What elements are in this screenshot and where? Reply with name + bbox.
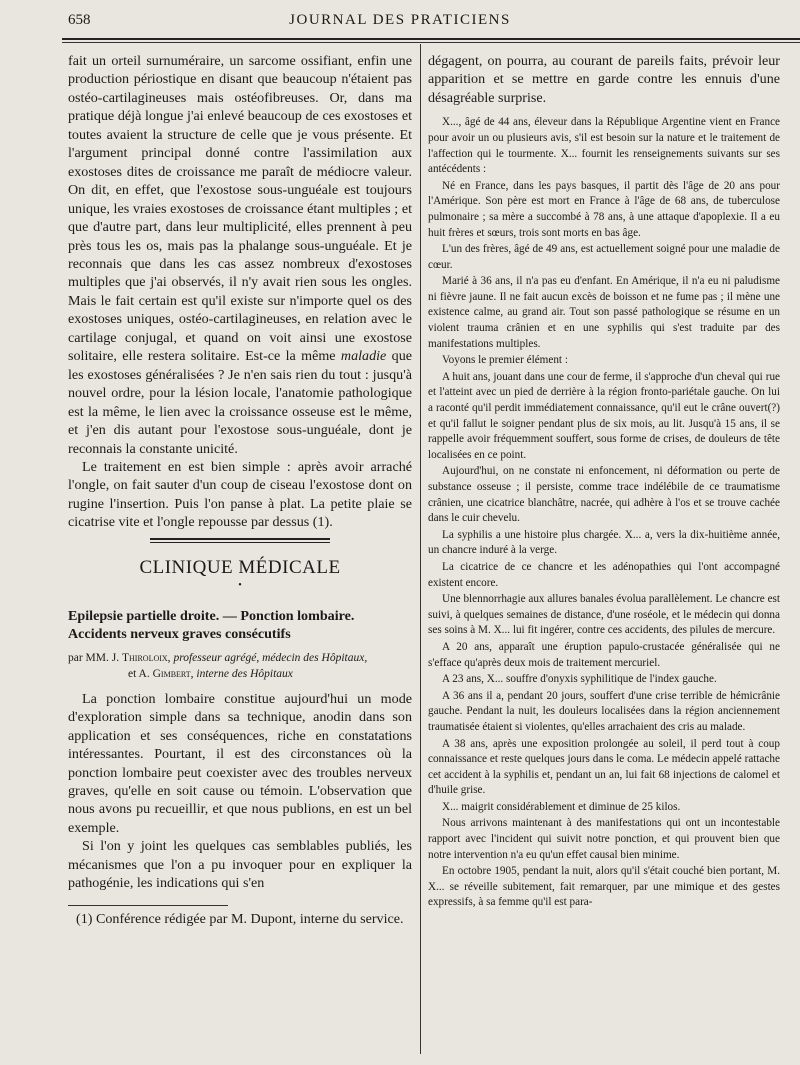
observation-paragraph: A 36 ans il a, pendant 20 jours, souffert d'une crise terrible de hémicrânie gauche. Pendant la nuit, les douleurs localisées dans la région anciennement traumatisée étaient si violentes, qu'elles arrachaient des cris au malade. [428, 689, 780, 733]
paragraph-cas: Si l'on y joint les quelques cas semblables publiés, les mécanismes que l'on a pu invoquer pour en expliquer la pathogénie, les indications qui s'en [68, 838, 412, 892]
article-title-line1: Epilepsie partielle droite. — Ponction lombaire. [68, 607, 355, 624]
section-heading: CLINIQUE MÉDICALE [139, 556, 341, 578]
author-name: Gimbert, [152, 667, 194, 680]
italic-word: maladie [340, 348, 387, 365]
section-ornament-dot: • [238, 579, 242, 591]
right-column [428, 52, 780, 912]
observation-paragraph: Une blennorrhagie aux allures banales évolua parallèlement. Le chancre est suivi, à quelques semaines de distance, d'une roséole, et le médecin qui donna ses soins à M. X... lui fit ingérer, contre ces accidents, des pilules de mercure. [428, 593, 780, 637]
observation-paragraph: Né en France, dans les pays basques, il partit dès l'âge de 20 ans pour l'Amérique. Son père est mort en France à l'âge de 68 ans, de tuberculose pulmonaire ; sa mère a succombé à 78 ans, à une attaque d'apoplexie. Il a eu huit frères et sœurs, trois sont morts en bas âge. [428, 179, 780, 239]
observation-paragraph: En octobre 1905, pendant la nuit, alors qu'il s'était couché bien portant, M. X... se réveille subitement, fait remarquer, par une mimique et des gestes expressifs, à sa femme qu'il est para- [428, 865, 780, 909]
author-name: Thiroloix, [122, 651, 171, 664]
paragraph-exostose: fait un orteil surnuméraire, un sarcome ossifiant, enfin une production périostique en disant que beaucoup n'étaient pas ostéo-cartilagineuses mais ostéofibreuses. Or, dans ma pratique déjà longue j'ai enlevé beaucoup de ces exostoses et toutes avaient la structure de celle que je vous présente. Et l'argument principal donné contre l'assimilation aux exostoses dites de croissance me paraît de médiocre valeur. On dit, en effet, que l'exostose sous-unguéale est toujours unique, les vraies exostoses de croissance étant multiples ; et que d'autre part, dans leur multiplicité, elles prennent à peu près tous les os, mais pas la phalange sous-unguéale. Et je reconnais que dans les cas assez nombreux d'exostoses multiples que j'ai observés, il n'y avait rien sous les ongles. Mais le fait certain est qu'il existe sur n'importe quel os des exostoses uniques, ostéo-cartilagineuses, en relation avec le cartilage conjugal, et quand on voit ainsi une exostose solitaire, elle restera solitaire. Est-ce la même maladie que les exostoses généralisées ? Je n'en sais rien du tout : jusqu'à nouvel ordre, pour la lésion locale, l'anatomie pathologique est la même, le lien avec la croissance osseuse est le même, et j'en dis autant pour l'exostose sous-unguéale, dont je reconnais la constante unicité. [68, 53, 412, 457]
footnote: (1) Conférence rédigée par M. Dupont, interne du service. [76, 910, 404, 927]
observation-paragraph: Voyons le premier élément : [442, 354, 568, 367]
left-column [68, 52, 412, 928]
observation-paragraph: La cicatrice de ce chancre et les adénopathies qui l'ont accompagné existent encore. [428, 560, 780, 589]
header-rule-thin [62, 42, 800, 43]
paragraph-intro: dégagent, on pourra, au courant de pareils faits, prévoir leur apparition et se mettre en garde contre les ennuis d'une désagréable surprise. [428, 53, 780, 106]
observation-paragraph: A 20 ans, apparaît une éruption papulo-crustacée généralisée qui ne s'efface qu'après deux mois de traitement mercuriel. [428, 640, 780, 669]
article-byline: par MM. J. Thiroloix, professeur agrégé, médecin des Hôpitaux, et A. Gimbert, interne des Hôpitaux [68, 651, 368, 680]
observation-paragraph: A 38 ans, après une exposition prolongée au soleil, il perd tout à coup connaissance et reste quelques jours dans le coma. Le médecin appelé rattache cet accident à la syphilis et, pendant un an, lui fait 68 injections de calomel et d'huile grise. [428, 737, 780, 797]
paragraph-traitement: Le traitement en est bien simple : après avoir arraché l'ongle, on fait sauter d'un coup de ciseau l'exostose dont on rugine l'insertion. Puis l'on panse à plat. La petite plaie se cicatrise vite et l'ongle repousse par dessus (1). [68, 458, 412, 531]
paragraph-ponction: La ponction lombaire constitue aujourd'hui un mode d'exploration simple dans sa technique, anodin dans son application et ses conséquences, riche en constatations intéressantes. Pourtant, il est des circonstances où la ponction lombaire peut coexister avec des troubles nerveux graves, qu'elle en soit cause ou témoin. L'observation que nous avons pu recueillir, et que nous publions, en est un bel exemple. [68, 690, 412, 836]
observation-paragraph: Nous arrivons maintenant à des manifestations qui ont un incontestable rapport avec l'incident qui suivit notre ponction, et qui prouvent bien que notre intervention n'a eu qu'un effet causal bien minime. [428, 817, 780, 861]
header-rule [62, 38, 800, 40]
observation-paragraph: Marié à 36 ans, il n'a pas eu d'enfant. En Amérique, il n'a eu ni paludisme ni fièvre jaune. Il ne fait aucun excès de boisson et ne fume pas ; il mène une existence calme, au grand air. Tout son passé pathologique se résume en un violent trauma crânien et en une syphilis qui s'est traduite par des manifestations multiples. [428, 275, 780, 350]
footnote-rule [68, 905, 228, 906]
observation-paragraph: X..., âgé de 44 ans, éleveur dans la République Argentine vient en France pour avoir un ou plusieurs avis, s'il est besoin sur la nature et le traitement de l'affection qui le tourmente. X... fournit les renseignements suivants sur ses antécédents : [428, 116, 780, 176]
column-divider [420, 44, 421, 1054]
observation-paragraph: A huit ans, jouant dans une cour de ferme, il s'approche d'un cheval qui rue et l'atteint avec un pied de derrière à la région fronto-pariétale gauche. On lui a raconté qu'il perdit immédiatement connaissance, qu'il eut le crâne ouvert(?) et qu'il fallut le soigner pendant plus de six mois, au lit. Jusqu'à 15 ans, il se rappelle avoir fréquemment souffert, sous forme de crises, de douleurs de tête localisées en ce point. [428, 370, 780, 461]
article-title-line2: Accidents nerveux graves consécutifs [68, 626, 291, 643]
author-role: professeur agrégé, médecin des Hôpitaux, [170, 651, 368, 664]
observation-paragraph: L'un des frères, âgé de 49 ans, est actuellement soigné pour une maladie de cœur. [428, 243, 780, 271]
running-header: JOURNAL DES PRATICIENS [289, 12, 511, 28]
page-number: 658 [68, 12, 91, 28]
observation-text [428, 115, 780, 911]
observation-paragraph: A 23 ans, X... souffre d'onyxis syphilitique de l'index gauche. [442, 673, 717, 686]
section-ornament [150, 538, 330, 543]
observation-paragraph: Aujourd'hui, on ne constate ni enfoncement, ni déformation ou perte de substance osseuse ; il persiste, comme trace indélébile de ce traumatisme crânien, une cicatrice blanchâtre, nacrée, qui adhère à l'os et se trouve cachée dans le cuir chevelu. [428, 465, 780, 525]
observation-paragraph: X... maigrit considérablement et diminue de 25 kilos. [442, 800, 681, 813]
author-role: interne des Hôpitaux [193, 667, 293, 680]
observation-paragraph: La syphilis a une histoire plus chargée. X... a, vers la dix-huitième année, un chancre induré à la verge. [428, 528, 780, 557]
